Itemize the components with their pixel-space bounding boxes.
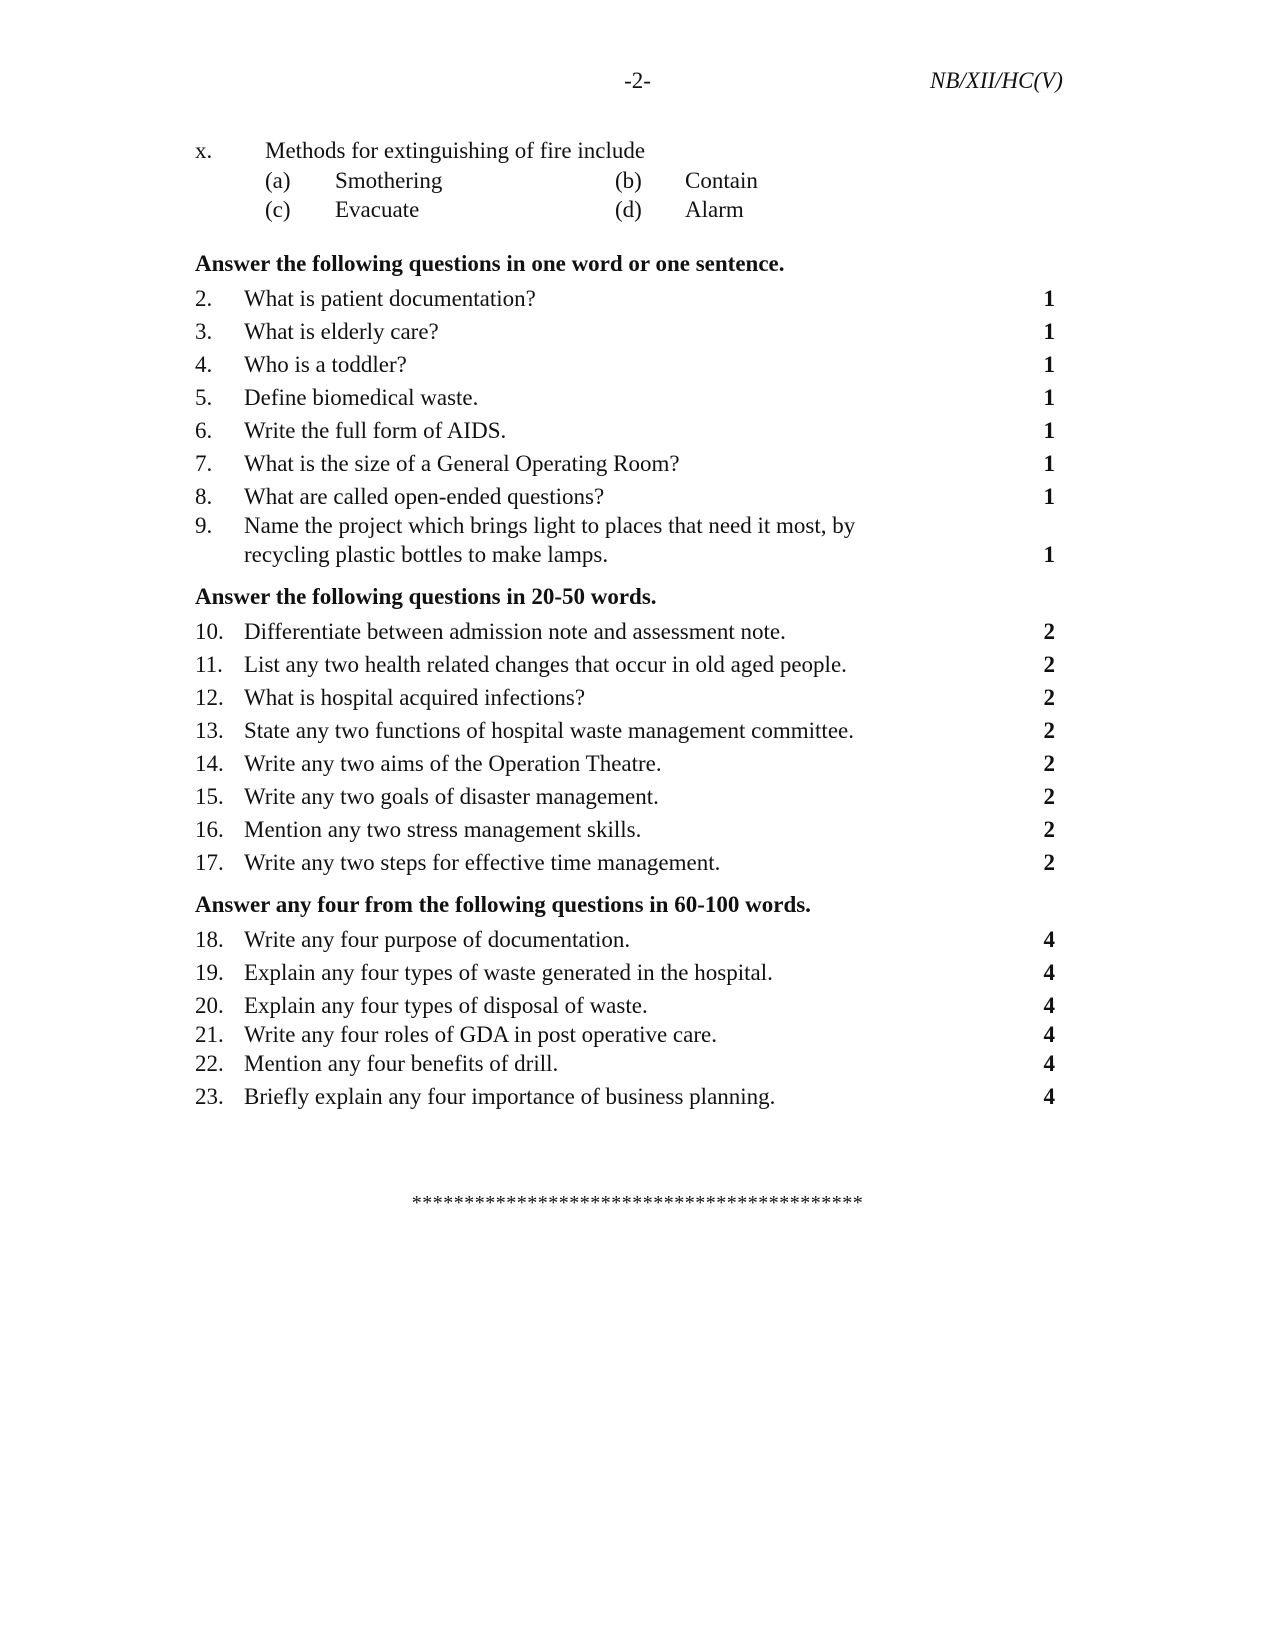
- question-row: [195, 745, 1055, 778]
- question-text: What are called open-ended questions?: [244, 484, 605, 509]
- question-paper-body: [195, 136, 1055, 1111]
- question-marks: 4: [1043, 1084, 1055, 1109]
- question-text: Define biomedical waste.: [244, 385, 479, 410]
- question-number: 2.: [195, 286, 213, 311]
- question-number: 21.: [195, 1022, 224, 1047]
- question-row: [195, 280, 1055, 313]
- option-text: Contain: [685, 168, 758, 193]
- question-row: [195, 1049, 1055, 1078]
- question-marks: 2: [1043, 751, 1055, 776]
- question-marks: 2: [1043, 652, 1055, 677]
- option-label: (a): [265, 168, 291, 193]
- question-marks: 1: [1043, 484, 1055, 509]
- question-row: [195, 1020, 1055, 1049]
- question-text: Explain any four types of waste generated in the hospital.: [244, 960, 773, 985]
- question-list: [195, 921, 1055, 1111]
- question-row: [195, 844, 1055, 877]
- question-marks: 1: [1043, 542, 1055, 567]
- question-number: 20.: [195, 993, 224, 1018]
- question-number: 19.: [195, 960, 224, 985]
- question-number: 13.: [195, 718, 224, 743]
- question-text: Write any four roles of GDA in post operative care.: [244, 1022, 717, 1047]
- question-text: Differentiate between admission note and assessment note.: [244, 619, 786, 644]
- question-row: [195, 379, 1055, 412]
- question-number: 23.: [195, 1084, 224, 1109]
- question-marks: 1: [1043, 352, 1055, 377]
- section-heading: Answer any four from the following questions in 60-100 words.: [195, 892, 811, 917]
- question-number: 6.: [195, 418, 213, 443]
- question-number: 9.: [195, 513, 213, 538]
- question-marks: 4: [1043, 993, 1055, 1018]
- question-number: 10.: [195, 619, 224, 644]
- question-marks: 2: [1043, 619, 1055, 644]
- section-heading: Answer the following questions in one word or one sentence.: [195, 251, 785, 276]
- question-number: 17.: [195, 850, 224, 875]
- question-marks: 2: [1043, 850, 1055, 875]
- question-text: Write any two goals of disaster management.: [244, 784, 659, 809]
- question-row: [195, 412, 1055, 445]
- question-marks: 2: [1043, 685, 1055, 710]
- question-number: 18.: [195, 927, 224, 952]
- question-list: [195, 280, 1055, 569]
- mcq-stem: Methods for extinguishing of fire include: [265, 138, 646, 163]
- question-number: 3.: [195, 319, 213, 344]
- question-row: [195, 613, 1055, 646]
- question-number: 22.: [195, 1051, 224, 1076]
- question-marks: 4: [1043, 960, 1055, 985]
- question-row: [195, 346, 1055, 379]
- question-row: [195, 712, 1055, 745]
- question-text: List any two health related changes that occur in old aged people.: [244, 652, 847, 677]
- question-text: Mention any four benefits of drill.: [244, 1051, 559, 1076]
- question-row: [195, 1078, 1055, 1111]
- question-text: Explain any four types of disposal of waste.: [244, 993, 648, 1018]
- page-number: -2-: [624, 68, 651, 93]
- question-row: [195, 954, 1055, 987]
- option-label: (d): [615, 197, 642, 222]
- question-row: [195, 811, 1055, 844]
- question-number: 12.: [195, 685, 224, 710]
- question-text: Write any two aims of the Operation Theatre.: [244, 751, 662, 776]
- end-of-paper-separator: *******************************************: [411, 1192, 864, 1214]
- option-label: (b): [615, 168, 642, 193]
- question-row: [195, 778, 1055, 811]
- question-text: What is patient documentation?: [244, 286, 536, 311]
- question-list: [195, 613, 1055, 877]
- option-text: Alarm: [685, 197, 744, 222]
- question-row: [195, 313, 1055, 346]
- question-row: [195, 679, 1055, 712]
- question-text: What is hospital acquired infections?: [244, 685, 586, 710]
- question-marks: 1: [1043, 418, 1055, 443]
- question-text: Briefly explain any four importance of business planning.: [244, 1084, 776, 1109]
- question-marks: 2: [1043, 718, 1055, 743]
- mcq-question: [195, 136, 1055, 224]
- question-marks: 1: [1043, 319, 1055, 344]
- section-heading: Answer the following questions in 20-50 words.: [195, 584, 657, 609]
- option-text: Smothering: [335, 168, 443, 193]
- option-label: (c): [265, 197, 291, 222]
- paper-code: NB/XII/HC(V): [930, 68, 1063, 93]
- question-number: 15.: [195, 784, 224, 809]
- question-row: [195, 511, 1055, 569]
- question-marks: 1: [1043, 385, 1055, 410]
- mcq-option-row: [195, 195, 1055, 224]
- question-number: 11.: [195, 652, 223, 677]
- question-text: State any two functions of hospital waste management committee.: [244, 718, 854, 743]
- mcq-option-row: [195, 166, 1055, 195]
- question-marks: 2: [1043, 784, 1055, 809]
- question-row: [195, 987, 1055, 1020]
- question-number: 8.: [195, 484, 213, 509]
- question-text: Write any four purpose of documentation.: [244, 927, 631, 952]
- question-number: 5.: [195, 385, 213, 410]
- question-text: Mention any two stress management skills.: [244, 817, 642, 842]
- question-marks: 4: [1043, 927, 1055, 952]
- question-row: [195, 478, 1055, 511]
- question-marks: 1: [1043, 451, 1055, 476]
- question-marks: 2: [1043, 817, 1055, 842]
- option-text: Evacuate: [335, 197, 420, 222]
- question-row: [195, 445, 1055, 478]
- question-text: Write any two steps for effective time management.: [244, 850, 721, 875]
- question-marks: 4: [1043, 1022, 1055, 1047]
- question-text: What is the size of a General Operating Room?: [244, 451, 680, 476]
- question-number: 14.: [195, 751, 224, 776]
- question-text: Name the project which brings light to places that need it most, by recycling plastic bottles to make lamps.: [244, 513, 856, 567]
- question-text: What is elderly care?: [244, 319, 439, 344]
- question-number: 16.: [195, 817, 224, 842]
- question-row: [195, 646, 1055, 679]
- question-text: Write the full form of AIDS.: [244, 418, 507, 443]
- mcq-stem-row: [195, 136, 1055, 166]
- question-number: 4.: [195, 352, 213, 377]
- question-marks: 4: [1043, 1051, 1055, 1076]
- question-marks: 1: [1043, 286, 1055, 311]
- question-number: 7.: [195, 451, 213, 476]
- question-text: Who is a toddler?: [244, 352, 407, 377]
- question-row: [195, 921, 1055, 954]
- mcq-number: x.: [195, 138, 213, 163]
